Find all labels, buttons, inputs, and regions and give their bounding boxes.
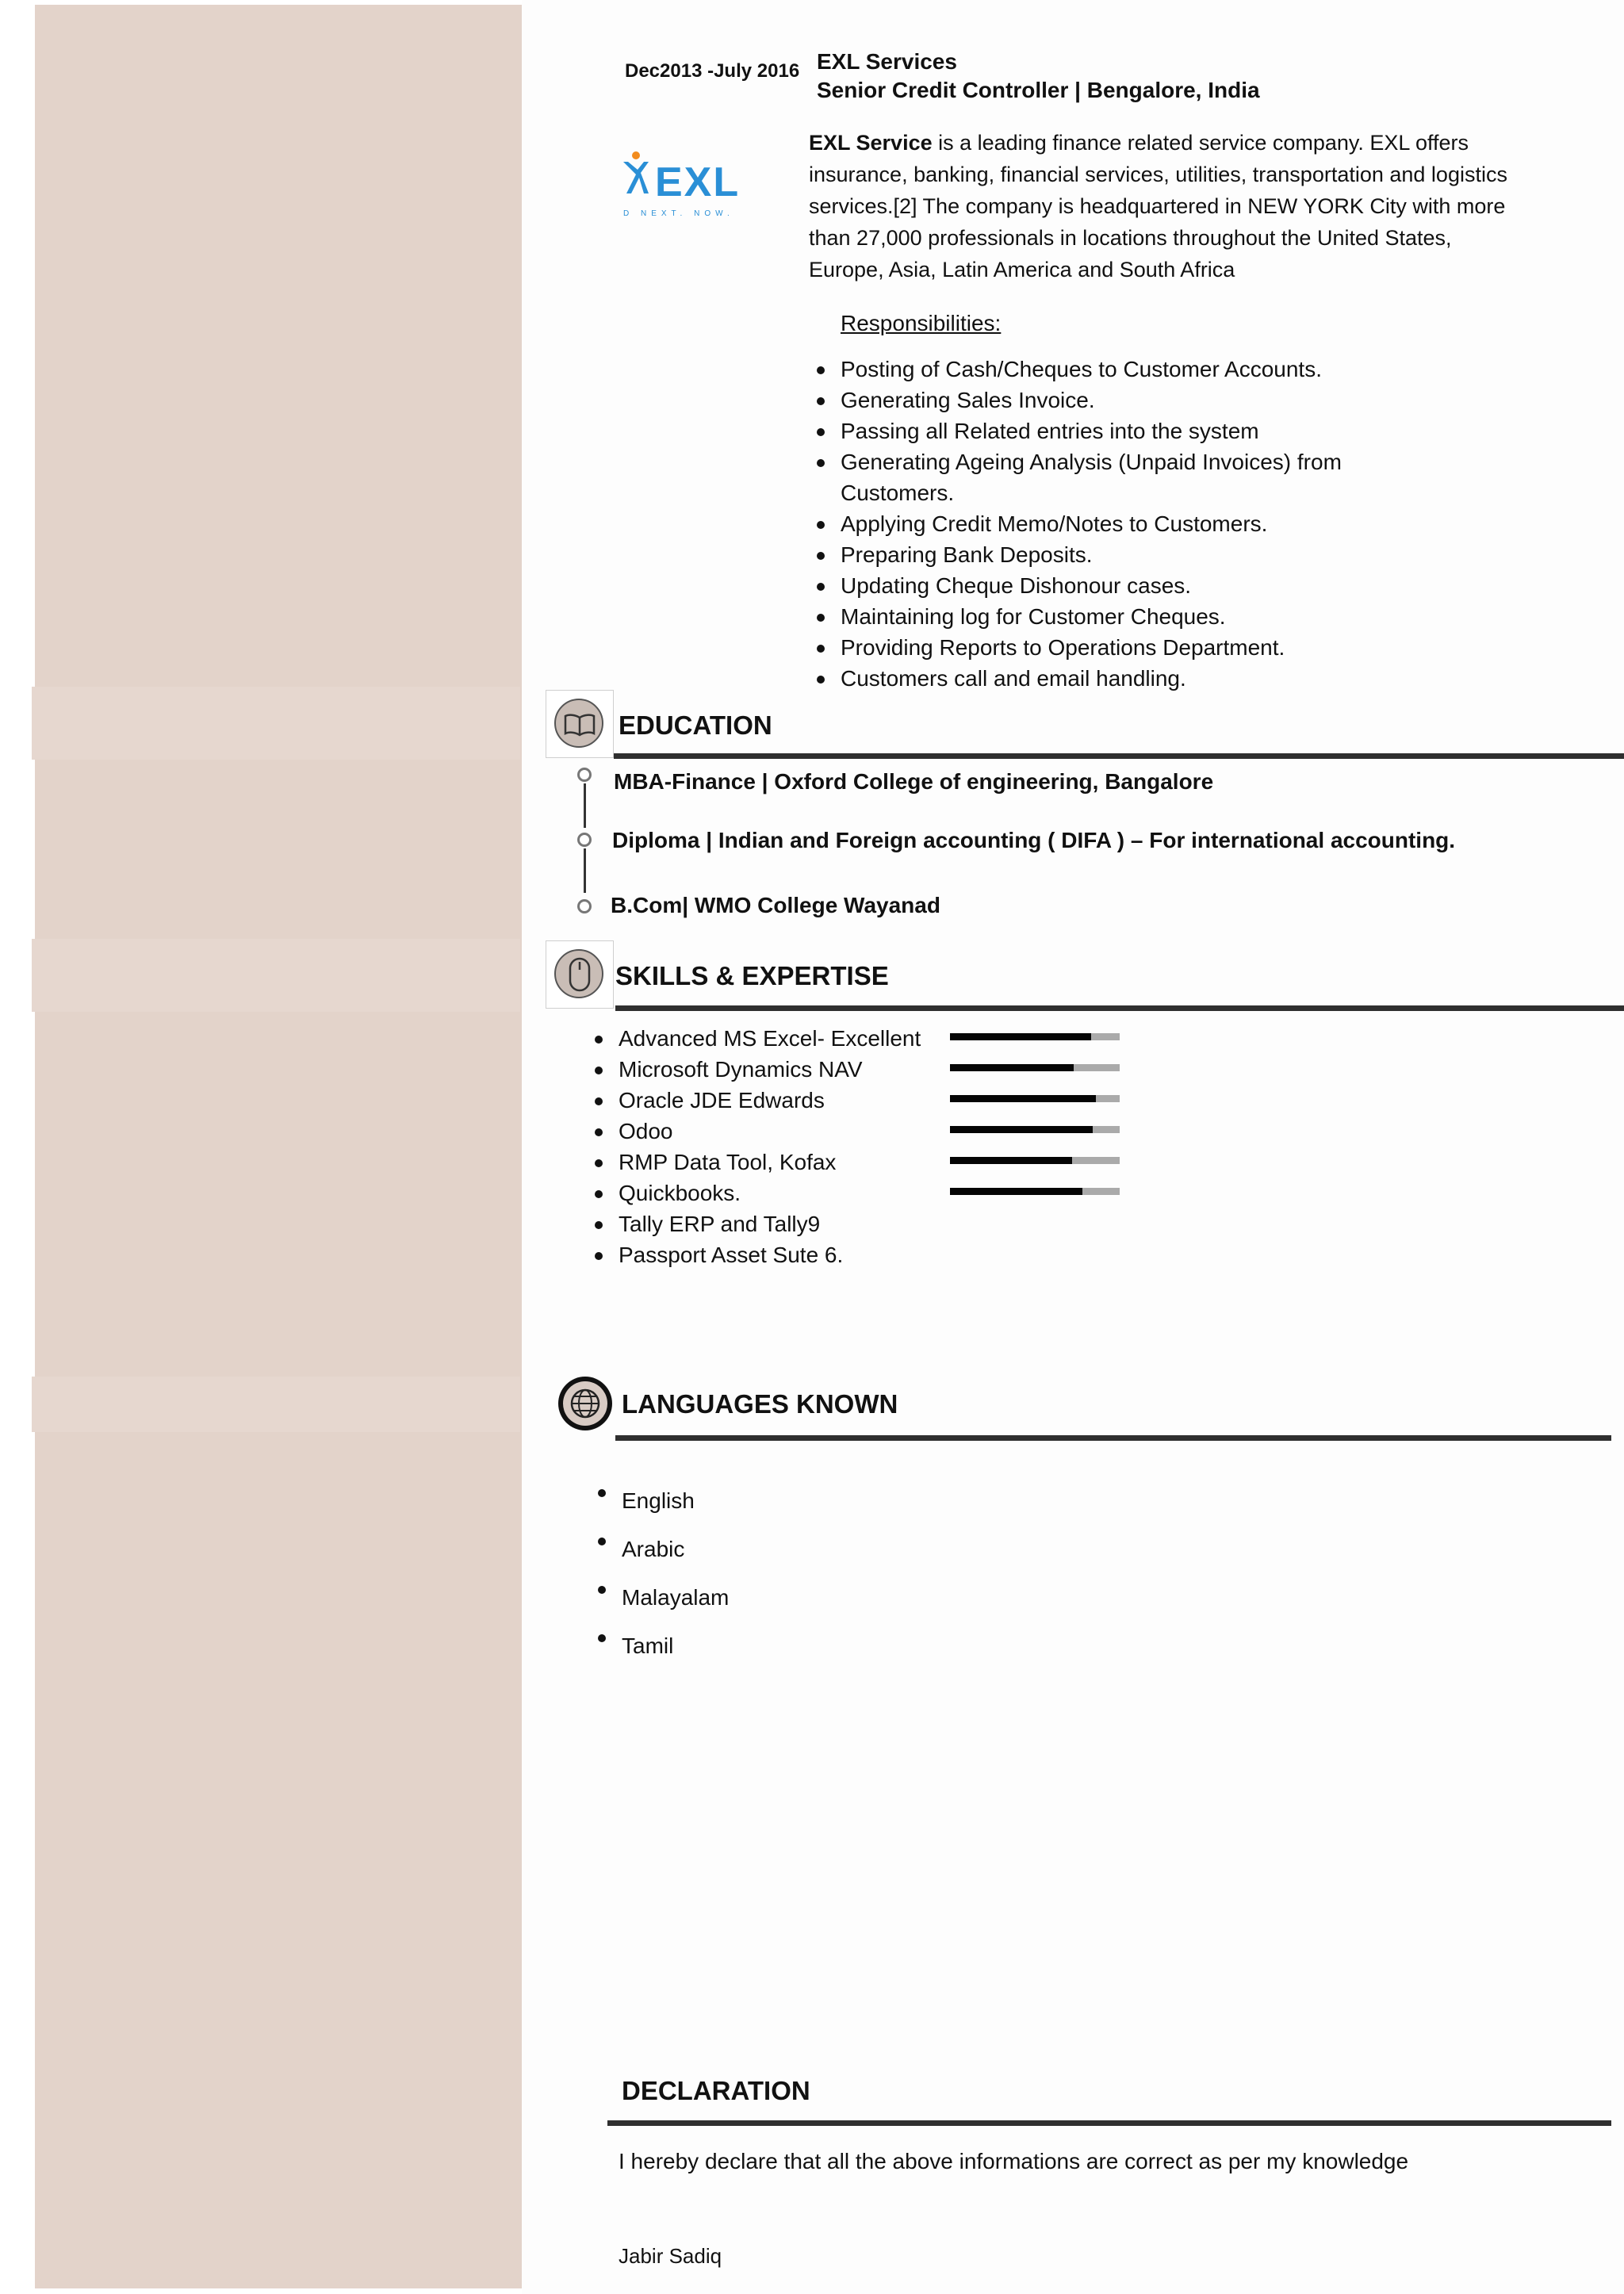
- timeline-dot: [577, 833, 592, 847]
- list-item: Malayalam: [622, 1573, 729, 1622]
- list-item: Quickbooks.: [619, 1178, 952, 1208]
- education-section-icon: [546, 690, 614, 758]
- responsibilities-list: [841, 354, 1443, 694]
- company-description-text: is a leading finance related service company. EXL offers insurance, banking, financial services, utilities, transportation and logistics services.[2] The company is headquartered in NEW YORK City with more than 27,000 professionals in locations throughout the United States, Europe, Asia, Latin America and South Africa: [809, 131, 1507, 281]
- list-item: Oracle JDE Edwards: [619, 1085, 952, 1116]
- exl-logo-icon: [620, 151, 652, 195]
- skill-level-bar: [950, 1157, 1120, 1164]
- list-item: Passport Asset Sute 6.: [619, 1239, 952, 1270]
- timeline-dot: [577, 899, 592, 913]
- list-item: English: [622, 1476, 729, 1525]
- declaration-text: I hereby declare that all the above informations are correct as per my knowledge: [619, 2149, 1409, 2173]
- languages-section-icon: [558, 1377, 612, 1430]
- languages-title: LANGUAGES KNOWN: [622, 1389, 898, 1419]
- logo-text: EXL: [655, 159, 741, 205]
- list-item: Microsoft Dynamics NAV: [619, 1054, 952, 1085]
- skill-level-bar: [950, 1064, 1120, 1071]
- exl-logo: [620, 140, 779, 227]
- list-item: Providing Reports to Operations Department.: [841, 632, 1443, 663]
- logo-tagline: D NEXT. NOW.: [623, 209, 734, 218]
- job-title: Senior Credit Controller | Bengalore, India: [817, 78, 1260, 102]
- responsibilities-heading: Responsibilities:: [841, 311, 1002, 335]
- list-item: Odoo: [619, 1116, 952, 1147]
- declaration-rule: [607, 2120, 1611, 2126]
- sidebar-band-education: [32, 687, 520, 760]
- list-item: Generating Sales Invoice.: [841, 385, 1443, 416]
- education-item: MBA-Finance | Oxford College of engineering, Bangalore: [614, 769, 1214, 794]
- list-item: Generating Ageing Analysis (Unpaid Invoices) from Customers.: [841, 446, 1443, 508]
- list-item: Updating Cheque Dishonour cases.: [841, 570, 1443, 601]
- company-description-lead: EXL Service: [809, 131, 933, 155]
- list-item: Posting of Cash/Cheques to Customer Accounts.: [841, 354, 1443, 385]
- skill-level-bar: [950, 1033, 1120, 1040]
- list-item: Customers call and email handling.: [841, 663, 1443, 694]
- skills-list: [619, 1023, 952, 1270]
- list-item: Tamil: [622, 1622, 729, 1670]
- education-item: B.Com| WMO College Wayanad: [611, 893, 940, 917]
- skills-title: SKILLS & EXPERTISE: [615, 961, 889, 990]
- education-title: EDUCATION: [619, 710, 772, 740]
- languages-list: [622, 1476, 729, 1670]
- declaration-title: DECLARATION: [622, 2076, 810, 2105]
- signature-name: Jabir Sadiq: [619, 2244, 722, 2268]
- sidebar-band-languages: [32, 1377, 520, 1432]
- list-item: Applying Credit Memo/Notes to Customers.: [841, 508, 1443, 539]
- job-company: EXL Services: [817, 49, 957, 74]
- skill-level-bar: [950, 1126, 1120, 1133]
- skill-level-bar: [950, 1188, 1120, 1195]
- list-item: Arabic: [622, 1525, 729, 1573]
- list-item: Tally ERP and Tally9: [619, 1208, 952, 1239]
- job-dates: Dec2013 -July 2016: [625, 60, 800, 82]
- education-rule: [614, 753, 1624, 759]
- sidebar-band-skills: [32, 939, 520, 1012]
- list-item: Maintaining log for Customer Cheques.: [841, 601, 1443, 632]
- mouse-icon: [569, 957, 591, 992]
- timeline-line: [584, 848, 586, 893]
- list-item: RMP Data Tool, Kofax: [619, 1147, 952, 1178]
- sidebar-panel: [35, 5, 522, 2288]
- company-description: [809, 127, 1522, 285]
- book-icon: [564, 713, 596, 737]
- globe-icon: [569, 1388, 601, 1419]
- list-item: Passing all Related entries into the system: [841, 416, 1443, 446]
- timeline-line: [584, 783, 586, 828]
- education-item: Diploma | Indian and Foreign accounting ( DIFA ) – For international accounting.: [612, 828, 1456, 852]
- skill-level-bar: [950, 1095, 1120, 1102]
- list-item: Advanced MS Excel- Excellent: [619, 1023, 952, 1054]
- timeline-dot: [577, 768, 592, 782]
- list-item: Preparing Bank Deposits.: [841, 539, 1443, 570]
- skills-rule: [615, 1005, 1624, 1011]
- languages-rule: [615, 1435, 1611, 1441]
- skills-section-icon: [546, 940, 614, 1009]
